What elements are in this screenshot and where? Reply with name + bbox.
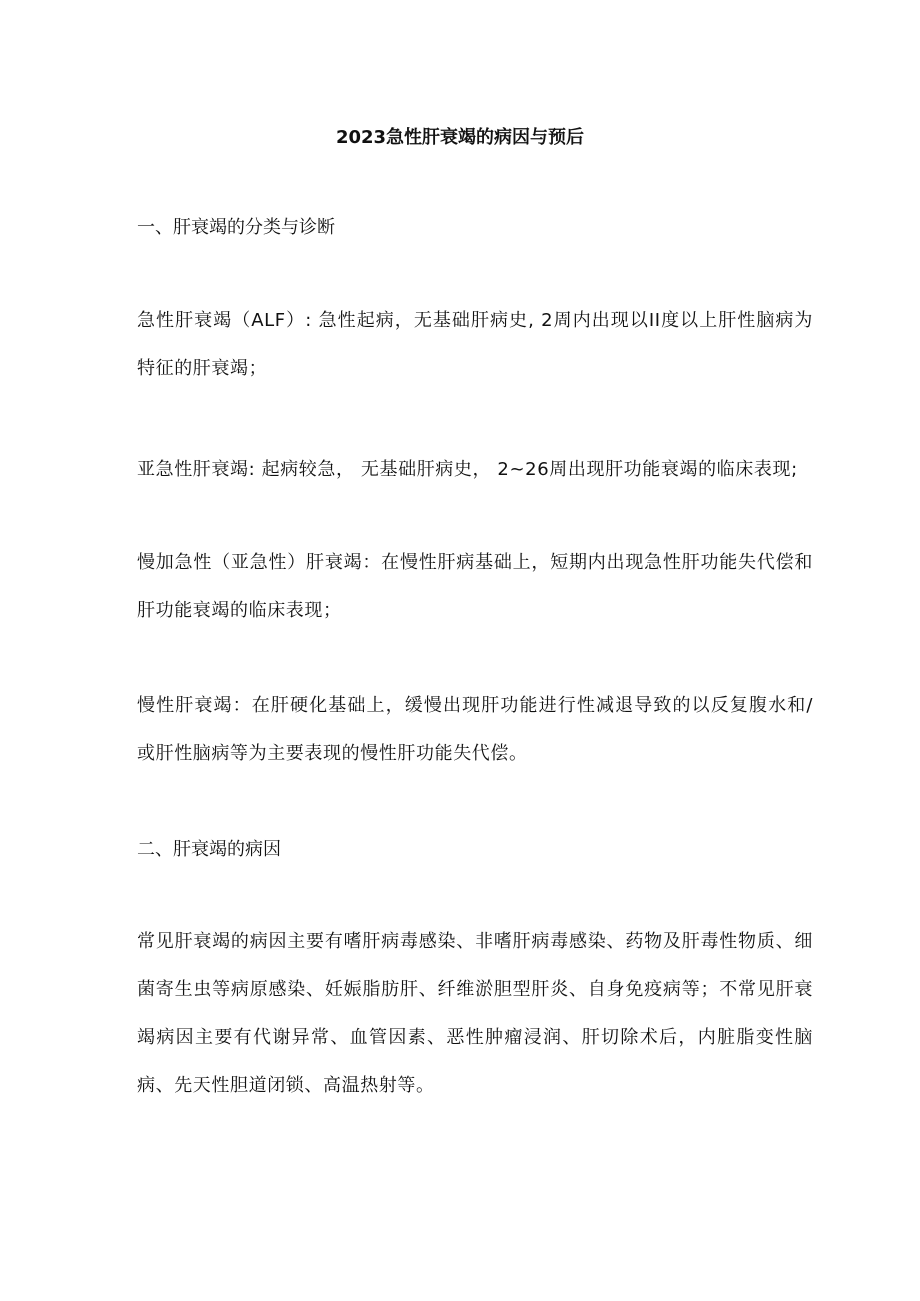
paragraph-alf: 急性肝衰竭（ALF）: 急性起病，无基础肝病史, 2周内出现以II度以上肝性脑病为特征的肝衰竭；: [137, 310, 813, 379]
paragraph-chronic: 慢性肝衰竭：在肝硬化基础上，缓慢出现肝功能进行性减退导致的以反复腹水和/或肝性脑病等为主要表现的慢性肝功能失代偿。: [137, 695, 813, 764]
section-heading-etiology: 二、肝衰竭的病因: [137, 839, 281, 860]
section-heading-classification: 一、肝衰竭的分类与诊断: [137, 217, 335, 238]
paragraph-subacute: 亚急性肝衰竭: 起病较急， 无基础肝病史， 2~26周出现肝功能衰竭的临床表现;: [137, 459, 798, 480]
paragraph-acute-on-chronic: 慢加急性（亚急性）肝衰竭：在慢性肝病基础上，短期内出现急性肝功能失代偿和肝功能衰竭的临床表现；: [137, 552, 813, 621]
document-title: 2023急性肝衰竭的病因与预后: [335, 127, 585, 148]
paragraph-etiology: 常见肝衰竭的病因主要有嗜肝病毒感染、非嗜肝病毒感染、药物及肝毒性物质、细菌寄生虫等病原感染、妊娠脂肪肝、纤维淤胆型肝炎、自身免疫病等；不常见肝衰竭病因主要有代谢异常、血管因素、恶性肿瘤浸润、肝切除术后，内脏脂变性脑病、先天性胆道闭锁、高温热射等。: [137, 931, 813, 1096]
